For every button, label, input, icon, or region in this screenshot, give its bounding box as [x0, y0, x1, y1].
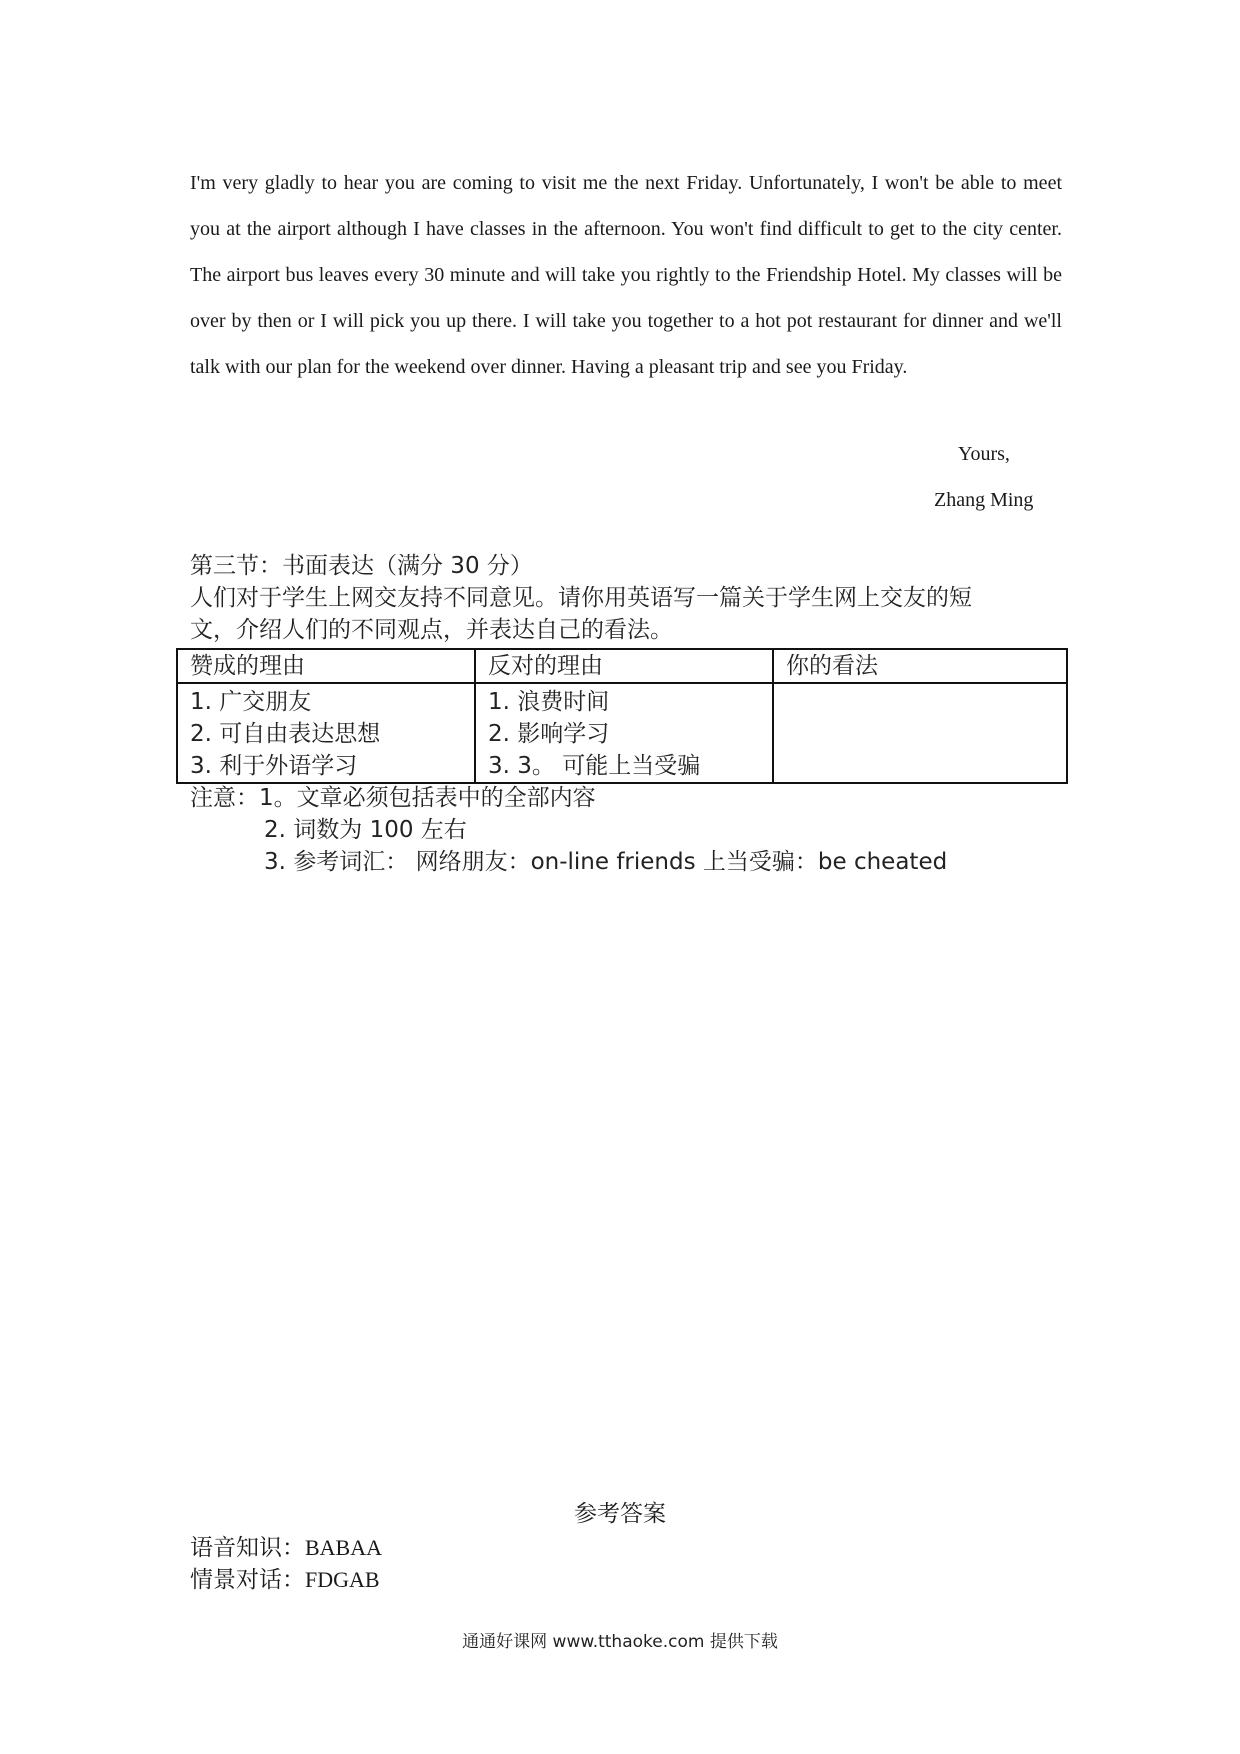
- cons-item: 1. 浪费时间: [488, 689, 610, 715]
- table-row: [177, 683, 1067, 783]
- pros-item: 1. 广交朋友: [190, 689, 312, 715]
- header-cons: 反对的理由: [475, 649, 773, 683]
- letter-signature: Zhang Ming: [934, 489, 1034, 511]
- answers: [190, 1532, 382, 1596]
- task-table: [176, 648, 1068, 784]
- page-footer: 通通好课网 www.tthaoke.com 提供下载: [462, 1632, 778, 1652]
- note-line-1: 注意：1。文章必须包括表中的全部内容: [190, 785, 596, 811]
- section-heading: 第三节：书面表达（满分 30 分）: [190, 553, 533, 579]
- section-prompt-line-2: 文，介绍人们的不同观点，并表达自己的看法。: [190, 617, 673, 643]
- section-prompt-line-1: 人们对于学生上网交友持不同意见。请你用英语写一篇关于学生网上交友的短: [190, 585, 972, 611]
- header-opinion: 你的看法: [773, 649, 1067, 683]
- answer-dialogue: [190, 1564, 382, 1596]
- table-header-row: [177, 649, 1067, 683]
- answer-phonetics-value: BABAA: [305, 1535, 383, 1560]
- letter-closing: Yours,: [958, 443, 1010, 465]
- answers-title: 参考答案: [574, 1501, 666, 1527]
- note-line-3: 3. 参考词汇： 网络朋友：on-line friends 上当受骗：be cheated: [264, 849, 948, 875]
- pros-item: 2. 可自由表达思想: [190, 721, 381, 747]
- answer-dialogue-label: 情景对话：: [190, 1567, 305, 1593]
- cons-item: 3. 3。 可能上当受骗: [488, 753, 701, 779]
- pros-item: 3. 利于外语学习: [190, 753, 358, 779]
- header-pros: 赞成的理由: [177, 649, 475, 683]
- opinion-cell: [773, 683, 1067, 783]
- answer-phonetics-label: 语音知识：: [190, 1535, 305, 1561]
- cons-cell: [475, 683, 773, 783]
- answer-phonetics: [190, 1532, 382, 1564]
- note-line-2: 2. 词数为 100 左右: [264, 817, 467, 843]
- cons-item: 2. 影响学习: [488, 721, 610, 747]
- notes: [190, 782, 947, 878]
- answer-dialogue-value: FDGAB: [305, 1567, 380, 1592]
- letter-body: I'm very gladly to hear you are coming to visit me the next Friday. Unfortunately, I won't be able to meet you at the airport although I have classes in the afternoon. You won't find difficult to get to the city center. The airport bus leaves every 30 minute and will take you rightly to the Friendship Hotel. My classes will be over by then or I will pick you up there. I will take you together to a hot pot restaurant for dinner and we'll talk with our plan for the weekend over dinner. Having a pleasant trip and see you Friday.: [190, 172, 1062, 378]
- pros-cell: [177, 683, 475, 783]
- section-three: [190, 550, 1070, 646]
